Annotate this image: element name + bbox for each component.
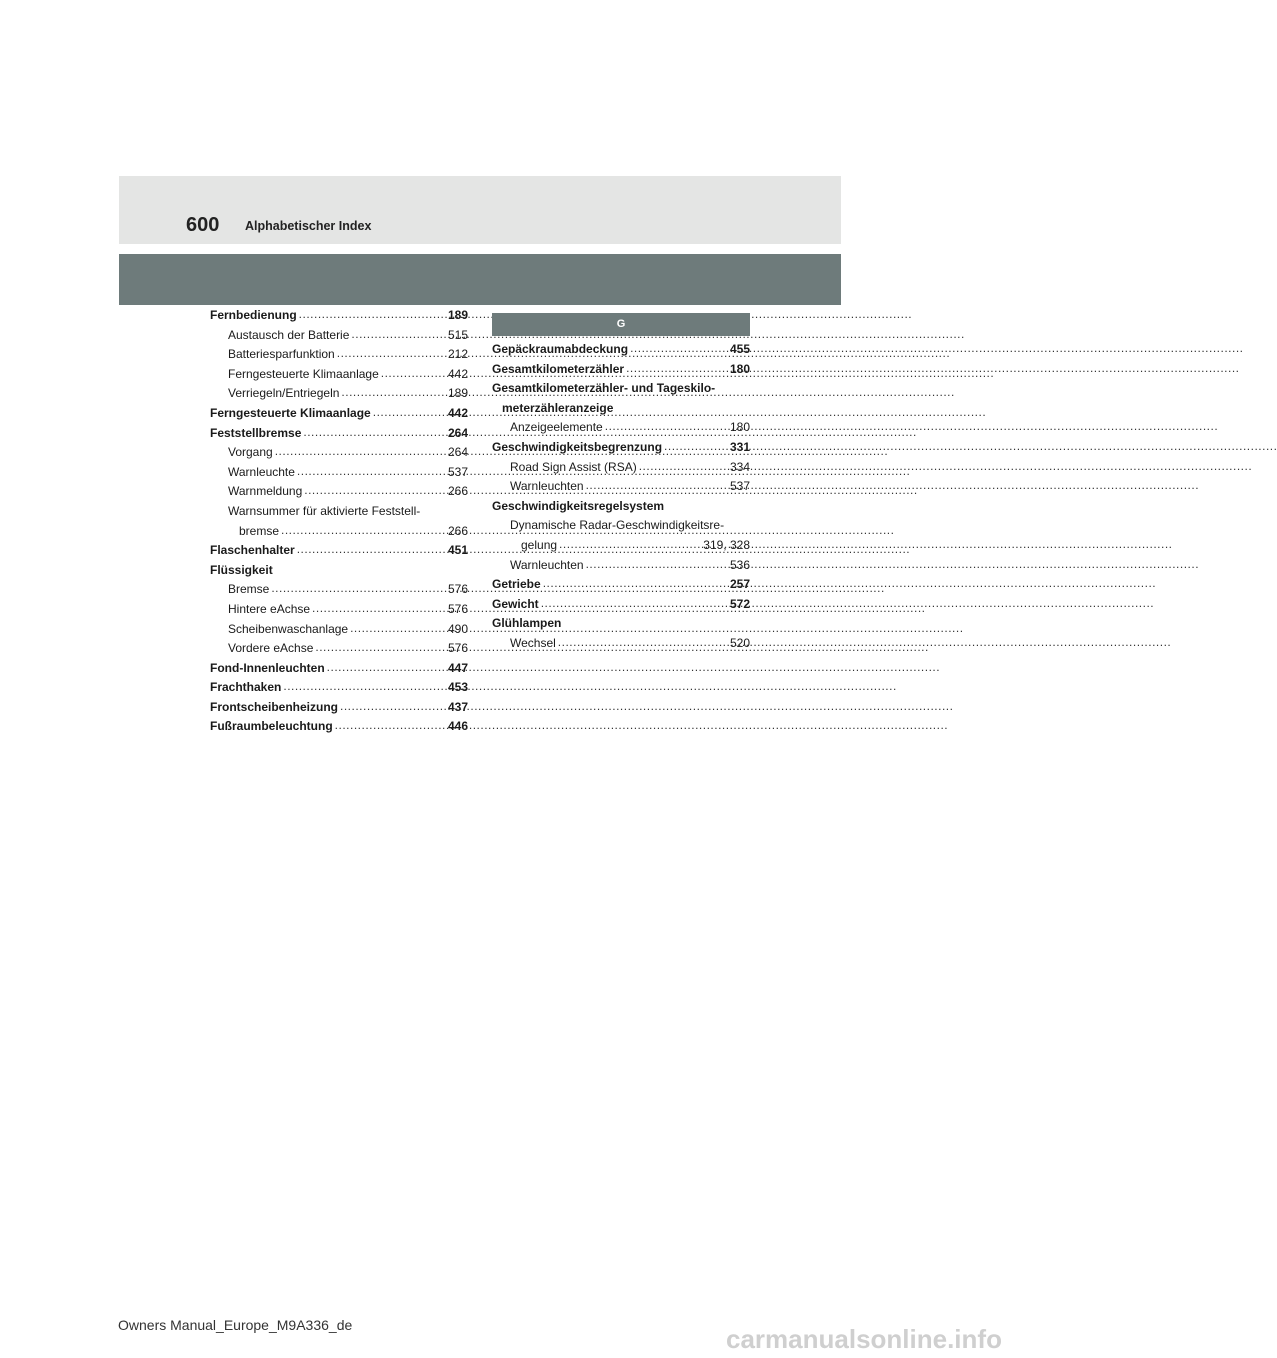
index-entry — [210, 386, 468, 406]
index-entry — [210, 700, 468, 720]
dot-leader — [630, 341, 728, 355]
page-reference[interactable]: 576 — [447, 601, 468, 616]
index-term: Gepäckraumabdeckung — [492, 342, 629, 356]
index-term: Geschwindigkeitsbegrenzung — [492, 439, 663, 454]
page-reference[interactable]: 266 — [447, 484, 468, 499]
index-term: Gesamtkilometerzähler — [492, 361, 625, 376]
dot-leader — [315, 640, 446, 654]
dot-leader — [373, 405, 446, 419]
index-term: Ferngesteuerte Klimaanlage — [228, 366, 379, 381]
page-reference[interactable]: 515 — [447, 327, 468, 342]
page-reference[interactable]: 442 — [447, 405, 468, 420]
dot-leader — [626, 361, 728, 375]
dot-leader — [341, 385, 446, 399]
dot-leader — [335, 718, 446, 732]
index-term: Glühlampen — [492, 616, 562, 631]
index-entry — [210, 504, 468, 524]
page-reference[interactable]: 455 — [729, 342, 750, 356]
page-reference[interactable]: 257 — [729, 577, 750, 592]
index-entry — [492, 460, 750, 480]
index-entry — [492, 558, 750, 578]
page-reference[interactable]: 537 — [729, 479, 750, 494]
dot-leader — [303, 425, 446, 439]
index-entry — [210, 563, 468, 583]
page-reference[interactable]: 264 — [447, 425, 468, 440]
index-entry — [210, 308, 468, 328]
index-entry — [492, 518, 750, 538]
dot-leader — [281, 523, 446, 537]
index-entry — [210, 680, 468, 700]
header-bar — [119, 176, 841, 244]
index-term: Batteriesparfunktion — [228, 347, 335, 362]
page-reference[interactable]: 334 — [729, 459, 750, 474]
index-entries-g — [492, 342, 750, 656]
dot-leader — [639, 459, 728, 473]
letter-heading: G — [492, 313, 750, 336]
watermark: carmanualsonline.info — [726, 1324, 1002, 1354]
index-entry — [210, 465, 468, 485]
index-entry — [492, 342, 750, 362]
dot-leader — [340, 699, 446, 713]
index-entry — [210, 661, 468, 681]
index-term: Anzeigeelemente — [510, 420, 603, 435]
index-entry — [210, 406, 468, 426]
dot-leader — [543, 576, 728, 590]
index-entry — [492, 420, 750, 440]
footer-manual-id: Owners Manual_Europe_M9A336_de — [118, 1317, 353, 1333]
page-reference[interactable]: 212 — [447, 347, 468, 362]
index-term: Warnleuchte — [228, 464, 295, 479]
index-entry — [492, 616, 750, 636]
index-entry — [492, 597, 750, 617]
index-term: Frachthaken — [210, 680, 282, 695]
page-reference[interactable]: 451 — [447, 543, 468, 558]
page-reference[interactable]: 447 — [447, 660, 468, 675]
index-column-right — [492, 313, 750, 656]
page-reference[interactable]: 520 — [729, 635, 750, 650]
dot-leader — [586, 557, 728, 571]
index-entry — [492, 499, 750, 519]
index-entry — [210, 543, 468, 563]
index-term: Gesamtkilometerzähler- und Tageskilo- — [492, 381, 716, 396]
index-entry — [492, 636, 750, 656]
dot-leader — [350, 621, 446, 635]
index-entry — [210, 582, 468, 602]
dot-leader — [337, 346, 446, 360]
dot-leader — [283, 679, 446, 693]
index-entry — [210, 622, 468, 642]
page-reference[interactable]: 576 — [447, 641, 468, 656]
index-term: gelung — [521, 537, 558, 552]
index-entry — [492, 538, 750, 558]
index-term: Flaschenhalter — [210, 543, 295, 558]
index-entry — [210, 328, 468, 348]
index-term: Bremse — [228, 582, 270, 597]
dot-leader — [541, 596, 728, 610]
index-entry — [492, 440, 750, 460]
page-reference[interactable]: 189 — [447, 308, 468, 322]
page-reference[interactable]: 453 — [447, 680, 468, 695]
index-term: Fond-Innenleuchten — [210, 660, 325, 675]
dot-leader — [586, 478, 728, 492]
index-term: Flüssigkeit — [210, 562, 273, 577]
page-reference[interactable]: 437 — [447, 699, 468, 714]
index-entry — [492, 479, 750, 499]
dot-leader — [299, 307, 446, 321]
index-entry — [492, 577, 750, 597]
page-reference[interactable]: 266 — [447, 523, 468, 538]
dot-leader — [351, 327, 446, 341]
index-term: Frontscheibenheizung — [210, 699, 339, 714]
index-term: Warnleuchten — [510, 557, 584, 572]
page-reference[interactable]: 331 — [729, 439, 750, 454]
index-term: Fernbedienung — [210, 308, 297, 322]
page-reference[interactable]: 536 — [729, 557, 750, 572]
dot-leader — [297, 464, 446, 478]
index-term: Vorgang — [228, 445, 273, 460]
page-number: 600 — [186, 214, 220, 236]
index-entry — [210, 484, 468, 504]
page-reference[interactable]: 189 — [447, 386, 468, 401]
dot-leader — [605, 419, 728, 433]
dot-leader — [664, 439, 728, 453]
page-reference[interactable]: 180 — [729, 420, 750, 435]
index-entry — [210, 524, 468, 544]
section-title: Alphabetischer Index — [245, 219, 372, 233]
index-term: Warnsummer für aktivierte Feststell- — [228, 503, 421, 518]
index-entry — [210, 347, 468, 367]
index-term: Austausch der Batterie — [228, 327, 350, 342]
index-term: Fußraumbeleuchtung — [210, 719, 333, 734]
index-entry — [492, 381, 750, 401]
page-reference[interactable]: 442 — [447, 366, 468, 381]
index-term: Vordere eAchse — [228, 641, 314, 656]
page-reference[interactable]: 319, 328 — [703, 537, 750, 552]
index-term: Ferngesteuerte Klimaanlage — [210, 405, 371, 420]
header-band — [119, 254, 841, 305]
index-term: Dynamische Radar-Geschwindigkeitsre- — [510, 518, 725, 533]
index-term: Wechsel — [510, 635, 556, 650]
page-reference[interactable]: 537 — [447, 464, 468, 479]
page-reference[interactable]: 264 — [447, 445, 468, 460]
dot-leader — [558, 635, 728, 649]
dot-leader — [327, 660, 446, 674]
page-reference[interactable]: 576 — [447, 582, 468, 597]
dot-leader — [271, 581, 446, 595]
index-term: meterzähleranzeige — [502, 400, 614, 415]
dot-leader — [559, 537, 701, 551]
page-reference[interactable]: 572 — [729, 596, 750, 611]
index-term: bremse — [239, 523, 280, 538]
index-term: Warnleuchten — [510, 479, 584, 494]
dot-leader — [304, 483, 446, 497]
index-entry — [210, 641, 468, 661]
index-term: Gewicht — [492, 596, 539, 611]
index-entry — [210, 445, 468, 465]
page-reference[interactable]: 180 — [729, 361, 750, 376]
dot-leader — [312, 601, 446, 615]
index-term: Hintere eAchse — [228, 601, 311, 616]
index-term: Scheibenwaschanlage — [228, 621, 349, 636]
index-term: Geschwindigkeitsregelsystem — [492, 498, 665, 513]
index-entry — [492, 401, 750, 421]
index-term: Feststellbremse — [210, 425, 302, 440]
dot-leader — [381, 366, 446, 380]
index-entry — [210, 426, 468, 446]
index-term: Warnmeldung — [228, 484, 303, 499]
index-entry — [492, 362, 750, 382]
index-entry — [210, 719, 468, 739]
dot-leader — [297, 542, 446, 556]
index-column-left — [210, 308, 468, 739]
index-term: Verriegeln/Entriegeln — [228, 386, 340, 401]
index-entry — [210, 602, 468, 622]
index-term: Getriebe — [492, 577, 541, 592]
page-reference[interactable]: 490 — [447, 621, 468, 636]
dot-leader — [275, 444, 446, 458]
index-entry — [210, 367, 468, 387]
index-term: Road Sign Assist (RSA) — [510, 459, 637, 474]
page-reference[interactable]: 446 — [447, 719, 468, 734]
